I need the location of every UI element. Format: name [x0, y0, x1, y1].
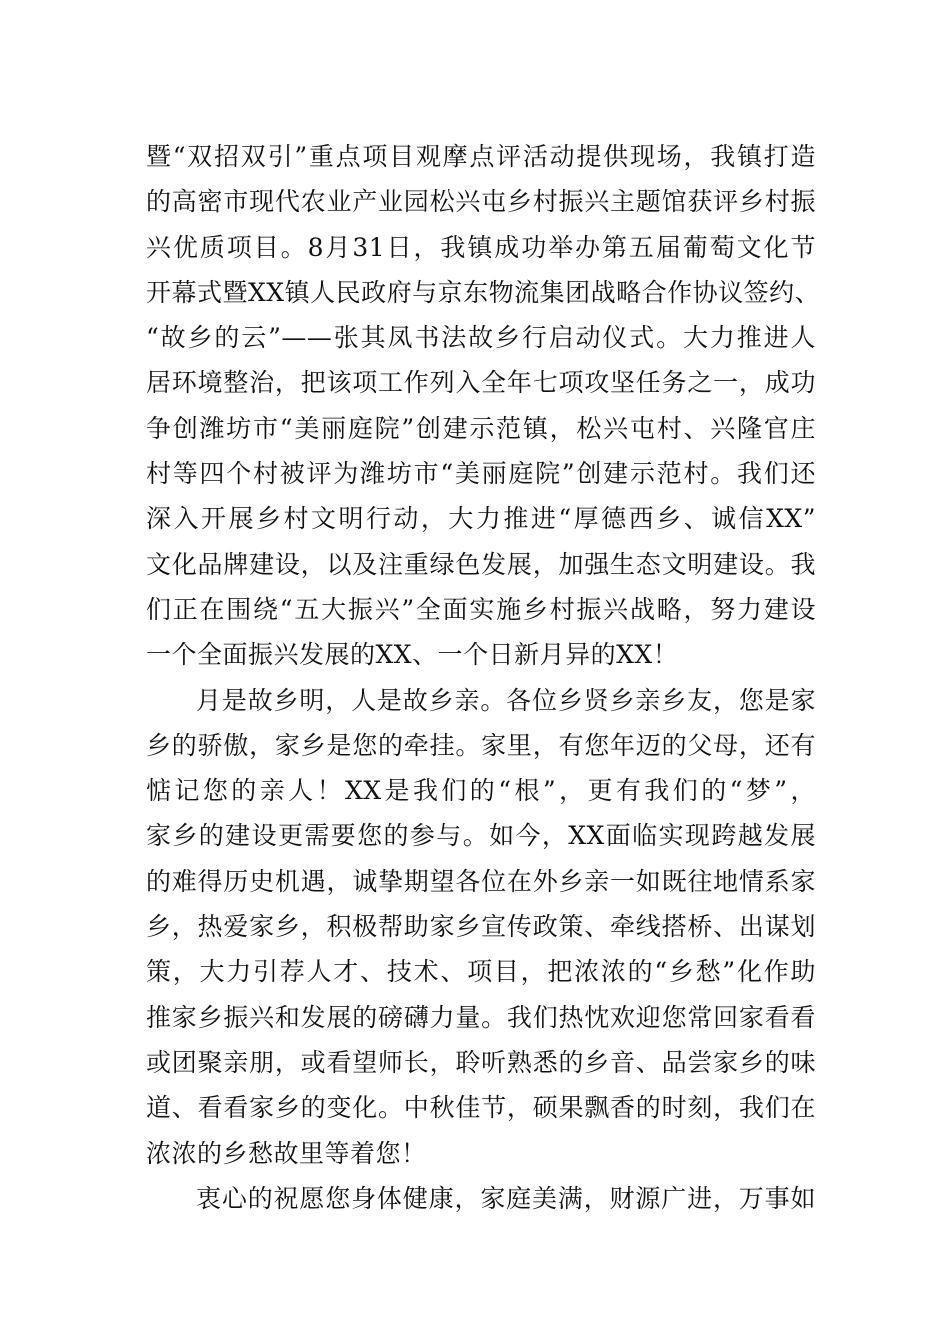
text-line: 开幕式暨XX镇人民政府与京东物流集团战略合作协议签约、 — [146, 277, 821, 307]
text-line: 文化品牌建设，以及注重绿色发展，加强生态文明建设。我 — [146, 549, 816, 579]
text-line: 月是故乡明，人是故乡亲。各位乡贤乡亲乡友，您是家 — [196, 685, 816, 715]
text-line: 家乡的建设更需要您的参与。如今，XX面临实现跨越发展 — [146, 821, 816, 851]
text-line: 的高密市现代农业产业园松兴屯乡村振兴主题馆获评乡村振 — [146, 187, 816, 217]
text-line: 深入开展乡村文明行动，大力推进“厚德西乡、诚信XX” — [146, 504, 816, 534]
body-text — [146, 134, 821, 1221]
text-line: 居环境整治，把该项工作列入全年七项攻坚任务之一，成功 — [146, 368, 816, 398]
text-line: 或团聚亲朋，或看望师长，聆听熟悉的乡音、品尝家乡的味 — [146, 1047, 816, 1077]
text-line: 争创潍坊市“美丽庭院”创建示范镇，松兴屯村、兴隆官庄 — [146, 413, 816, 443]
text-line: 策，大力引荐人才、技术、项目，把浓浓的“乡愁”化作助 — [146, 957, 816, 987]
text-line: 衷心的祝愿您身体健康，家庭美满，财源广进，万事如 — [196, 1183, 816, 1213]
text-line: 道、看看家乡的变化。中秋佳节，硕果飘香的时刻，我们在 — [146, 1093, 816, 1123]
paragraph-2 — [146, 678, 816, 1176]
text-line: 暨“双招双引”重点项目观摩点评活动提供现场，我镇打造 — [146, 142, 816, 171]
text-line: 村等四个村被评为潍坊市“美丽庭院”创建示范村。我们还 — [146, 459, 816, 489]
text-line: 浓浓的乡愁故里等着您！ — [146, 1138, 427, 1168]
text-line: 们正在围绕“五大振兴”全面实施乡村振兴战略，努力建设 — [146, 594, 816, 624]
text-line: 一个全面振兴发展的XX、一个日新月异的XX！ — [146, 640, 679, 670]
text-line: 乡的骄傲，家乡是您的牵挂。家里，有您年迈的父母，还有 — [146, 730, 816, 760]
paragraph-1 — [146, 134, 821, 678]
text-line: 兴优质项目。8月31日，我镇成功举办第五届葡萄文化节 — [146, 232, 816, 262]
paragraph-3 — [146, 1176, 816, 1221]
text-line: 的难得历史机遇，诚挚期望各位在外乡亲一如既往地情系家 — [146, 866, 816, 896]
text-line: 推家乡振兴和发展的磅礴力量。我们热忱欢迎您常回家看看 — [146, 1002, 816, 1032]
text-line: “故乡的云”——张其凤书法故乡行启动仪式。大力推进人 — [146, 323, 816, 353]
text-line: 乡，热爱家乡，积极帮助家乡宣传政策、牵线搭桥、出谋划 — [146, 912, 816, 942]
text-line: 惦记您的亲人！XX是我们的“根”，更有我们的“梦”， — [146, 776, 816, 806]
